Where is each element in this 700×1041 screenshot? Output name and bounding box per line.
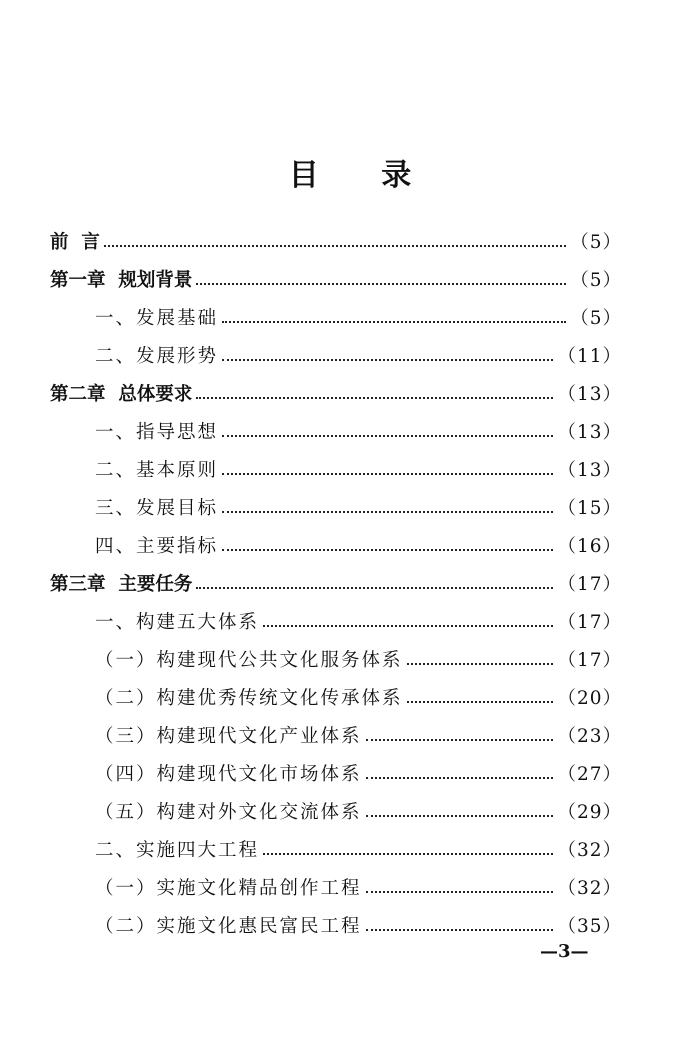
toc-entry-label: （四）构建现代文化市场体系	[95, 764, 362, 785]
toc-entry-page: （17）	[557, 612, 622, 633]
toc-entry-label: 一、发展基础	[95, 308, 219, 329]
toc-entry-label: （一）实施文化精品创作工程	[95, 878, 362, 899]
toc-entry-page: （13）	[557, 460, 622, 481]
dot-leader	[222, 510, 553, 513]
toc-entry[interactable]	[95, 834, 622, 864]
toc-entry-label: 第二章 总体要求	[50, 384, 193, 405]
dot-leader	[263, 624, 553, 627]
toc-entry-page: （5）	[570, 232, 622, 253]
dot-leader	[263, 852, 553, 855]
toc-entry-label: （二）实施文化惠民富民工程	[95, 916, 362, 937]
page-title: 目 录	[288, 158, 438, 193]
toc-entry-page: （5）	[570, 308, 622, 329]
toc-entry[interactable]	[50, 226, 622, 256]
dot-leader	[366, 928, 554, 931]
toc-entry-label: （五）构建对外文化交流体系	[95, 802, 362, 823]
toc-entry-label: （一）构建现代公共文化服务体系	[95, 650, 403, 671]
dot-leader	[407, 700, 554, 703]
toc-entry-page: （32）	[557, 878, 622, 899]
toc-entry-label: （三）构建现代文化产业体系	[95, 726, 362, 747]
dot-leader	[222, 434, 553, 437]
toc-entry[interactable]	[95, 606, 622, 636]
toc-entry[interactable]	[50, 378, 622, 408]
toc-entry[interactable]	[95, 872, 622, 902]
toc-entry-page: （16）	[557, 536, 622, 557]
dot-leader	[196, 396, 553, 399]
toc-entry[interactable]	[50, 568, 622, 598]
toc-entry[interactable]	[95, 416, 622, 446]
toc-entry-label: 二、实施四大工程	[95, 840, 260, 861]
toc-entry-page: （32）	[557, 840, 622, 861]
toc-entry-label: 前 言	[50, 232, 100, 253]
toc-entry[interactable]	[95, 454, 622, 484]
dot-leader	[366, 814, 554, 817]
dot-leader	[366, 738, 554, 741]
toc-entry-page: （15）	[557, 498, 622, 519]
dot-leader	[407, 662, 554, 665]
toc-entry-label: （二）构建优秀传统文化传承体系	[95, 688, 403, 709]
toc-entry-page: （29）	[557, 802, 622, 823]
page-number: —3—	[540, 941, 589, 962]
toc-entry[interactable]	[95, 720, 622, 750]
dot-leader	[104, 244, 566, 247]
toc-entry-label: 二、发展形势	[95, 346, 219, 367]
dot-leader	[222, 472, 553, 475]
toc-entry-page: （13）	[557, 422, 622, 443]
toc-entry-page: （27）	[557, 764, 622, 785]
dot-leader	[196, 586, 553, 589]
toc-entry[interactable]	[95, 492, 622, 522]
dot-leader	[196, 282, 566, 285]
toc-entry-label: 四、主要指标	[95, 536, 219, 557]
toc-entry[interactable]	[95, 910, 622, 940]
toc-entry[interactable]	[95, 682, 622, 712]
dot-leader	[222, 320, 566, 323]
toc-entry-page: （13）	[557, 384, 622, 405]
toc-entry-label: 三、发展目标	[95, 498, 219, 519]
toc-entry-label: 一、指导思想	[95, 422, 219, 443]
dot-leader	[366, 776, 554, 779]
dot-leader	[366, 890, 554, 893]
toc-entry-label: 第一章 规划背景	[50, 270, 193, 291]
toc-entry-page: （20）	[557, 688, 622, 709]
toc-entry[interactable]	[95, 796, 622, 826]
dot-leader	[222, 358, 553, 361]
toc-entry[interactable]	[95, 758, 622, 788]
toc-entry-label: 二、基本原则	[95, 460, 219, 481]
toc-entry[interactable]	[95, 530, 622, 560]
toc-entry-page: （11）	[557, 346, 622, 367]
toc-entry-page: （17）	[557, 650, 622, 671]
toc-entry-label: 第三章 主要任务	[50, 574, 193, 595]
toc-entry[interactable]	[95, 340, 622, 370]
toc-entry-label: 一、构建五大体系	[95, 612, 260, 633]
dot-leader	[222, 548, 553, 551]
toc-entry-page: （5）	[570, 270, 622, 291]
toc-entry[interactable]	[95, 302, 622, 332]
toc-entry-page: （23）	[557, 726, 622, 747]
toc-entry-page: （17）	[557, 574, 622, 595]
toc-entry-page: （35）	[557, 916, 622, 937]
toc-entry[interactable]	[50, 264, 622, 294]
toc-entry[interactable]	[95, 644, 622, 674]
